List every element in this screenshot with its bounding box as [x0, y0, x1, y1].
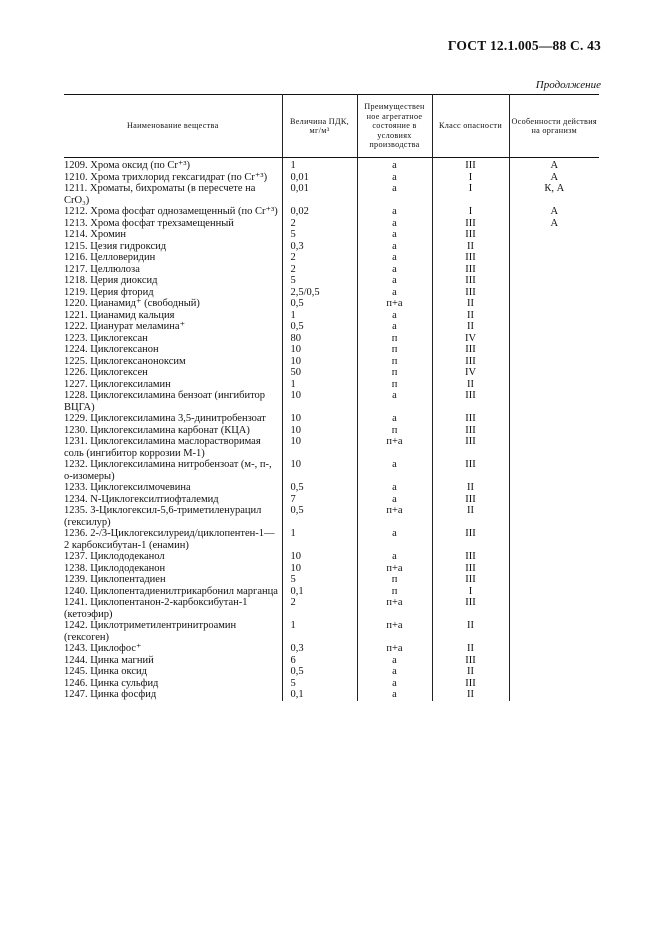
substance-name: 1231. Циклогексиламина маслорастворимая соль (ингибитор коррозии М-1) — [64, 436, 261, 459]
action-features: А — [509, 206, 599, 218]
action-features — [509, 563, 599, 575]
pdk-value: 0,5 — [282, 482, 357, 494]
table-row — [64, 563, 599, 575]
table-row — [64, 241, 599, 253]
action-features — [509, 597, 599, 620]
hazard-class: I — [432, 206, 509, 218]
aggregate-state: а — [357, 252, 432, 264]
hazard-class: III — [432, 264, 509, 276]
aggregate-state: а — [357, 321, 432, 333]
hazard-class: II — [432, 298, 509, 310]
aggregate-state: а — [357, 678, 432, 690]
hazard-class: II — [432, 666, 509, 678]
action-features — [509, 505, 599, 528]
action-features: К, А — [509, 183, 599, 206]
table-row — [64, 494, 599, 506]
action-features — [509, 310, 599, 322]
hazard-class: III — [432, 275, 509, 287]
action-features — [509, 241, 599, 253]
hazard-class: III — [432, 252, 509, 264]
substance-name: 1246. Цинка сульфид — [64, 677, 159, 689]
aggregate-state: п+а — [357, 505, 432, 528]
hazard-class: II — [432, 505, 509, 528]
action-features — [509, 287, 599, 299]
action-features — [509, 620, 599, 643]
aggregate-state: п — [357, 425, 432, 437]
hazard-class: III — [432, 528, 509, 551]
action-features — [509, 264, 599, 276]
table-row — [64, 367, 599, 379]
substance-name: 1237. Циклододеканол — [64, 551, 165, 562]
column-header-state: Преимуществен ное агрегатное состояние в условиях производства — [357, 95, 432, 158]
action-features: А — [509, 158, 599, 172]
aggregate-state: а — [357, 655, 432, 667]
table-row — [64, 344, 599, 356]
action-features: А — [509, 218, 599, 230]
action-features — [509, 494, 599, 506]
table-row — [64, 586, 599, 598]
table-row — [64, 597, 599, 620]
aggregate-state: а — [357, 287, 432, 299]
action-features — [509, 356, 599, 368]
aggregate-state: п — [357, 379, 432, 391]
aggregate-state: а — [357, 310, 432, 322]
substance-name: 1210. Хрома трихлорид гексагидрат (по Cr⁺³) — [64, 171, 268, 183]
action-features — [509, 413, 599, 425]
pdk-value: 0,02 — [282, 206, 357, 218]
action-features — [509, 321, 599, 333]
hazard-class: I — [432, 172, 509, 184]
hazard-class: II — [432, 379, 509, 391]
action-features — [509, 333, 599, 345]
table-row — [64, 666, 599, 678]
substances-table — [64, 94, 599, 701]
aggregate-state: п+а — [357, 563, 432, 575]
hazard-class: III — [432, 229, 509, 241]
aggregate-state: а — [357, 528, 432, 551]
aggregate-state: п — [357, 574, 432, 586]
table-row — [64, 413, 599, 425]
aggregate-state: п — [357, 333, 432, 345]
aggregate-state: п — [357, 344, 432, 356]
substance-name: 1243. Циклофос⁺ — [64, 643, 142, 654]
action-features — [509, 459, 599, 482]
aggregate-state: п — [357, 356, 432, 368]
hazard-class: II — [432, 643, 509, 655]
pdk-value: 1 — [282, 158, 357, 172]
table-row — [64, 218, 599, 230]
pdk-value: 2 — [282, 264, 357, 276]
table-row — [64, 655, 599, 667]
action-features — [509, 643, 599, 655]
pdk-value: 1 — [282, 620, 357, 643]
hazard-class: III — [432, 551, 509, 563]
pdk-value: 5 — [282, 678, 357, 690]
hazard-class: III — [432, 459, 509, 482]
hazard-class: IV — [432, 367, 509, 379]
table-row — [64, 264, 599, 276]
pdk-value: 1 — [282, 528, 357, 551]
substance-name: 1227. Циклогексиламин — [64, 378, 171, 390]
pdk-value: 6 — [282, 655, 357, 667]
hazard-class: II — [432, 689, 509, 701]
pdk-value: 2,5/0,5 — [282, 287, 357, 299]
aggregate-state: а — [357, 172, 432, 184]
aggregate-state: а — [357, 459, 432, 482]
aggregate-state: а — [357, 229, 432, 241]
aggregate-state: а — [357, 390, 432, 413]
column-header-pdk: Величина ПДК, мг/м³ — [282, 95, 357, 158]
substance-name: 1220. Цианамид⁺ (свободный) — [64, 298, 200, 309]
hazard-class: II — [432, 310, 509, 322]
substance-name: 1211. Хроматы, бихроматы (в пересчете на CrO₃) — [64, 183, 256, 206]
aggregate-state: а — [357, 551, 432, 563]
action-features — [509, 367, 599, 379]
column-header-name: Наименование вещества — [126, 121, 219, 131]
pdk-value: 10 — [282, 425, 357, 437]
table-row — [64, 436, 599, 459]
hazard-class: II — [432, 620, 509, 643]
table-row — [64, 252, 599, 264]
hazard-class: III — [432, 655, 509, 667]
pdk-value: 2 — [282, 597, 357, 620]
action-features — [509, 252, 599, 264]
table-row — [64, 390, 599, 413]
substance-name: 1225. Циклогексаноноксим — [64, 355, 186, 367]
substance-name: 1217. Целлюлоза — [64, 263, 140, 275]
table-row — [64, 206, 599, 218]
table-header — [64, 95, 599, 158]
pdk-value: 5 — [282, 574, 357, 586]
pdk-value: 0,1 — [282, 689, 357, 701]
action-features — [509, 436, 599, 459]
action-features — [509, 229, 599, 241]
substance-name: 1215. Цезия гидроксид — [64, 240, 167, 252]
substance-name: 1222. Цианурат меламина⁺ — [64, 321, 186, 332]
action-features — [509, 379, 599, 391]
table-row — [64, 229, 599, 241]
table-row — [64, 689, 599, 701]
hazard-class: I — [432, 586, 509, 598]
substance-name: 1234. N-Циклогексилтиофталемид — [64, 493, 219, 505]
hazard-class: III — [432, 218, 509, 230]
table-row — [64, 172, 599, 184]
table-row — [64, 425, 599, 437]
pdk-value: 2 — [282, 218, 357, 230]
action-features: А — [509, 172, 599, 184]
pdk-value: 10 — [282, 436, 357, 459]
hazard-class: III — [432, 436, 509, 459]
hazard-class: III — [432, 597, 509, 620]
aggregate-state: п — [357, 367, 432, 379]
substance-name: 1212. Хрома фосфат однозамещенный (по Cr⁺³) — [64, 206, 278, 217]
pdk-value: 10 — [282, 413, 357, 425]
action-features — [509, 586, 599, 598]
hazard-class: III — [432, 158, 509, 172]
hazard-class: II — [432, 482, 509, 494]
hazard-class: III — [432, 563, 509, 575]
aggregate-state: п+а — [357, 298, 432, 310]
aggregate-state: а — [357, 241, 432, 253]
substance-name: 1221. Цианамид кальция — [64, 309, 175, 321]
pdk-value: 1 — [282, 379, 357, 391]
substance-name: 1242. Циклотриметилентринитроамин (гексоген) — [64, 620, 237, 643]
aggregate-state: а — [357, 666, 432, 678]
action-features — [509, 528, 599, 551]
table-row — [64, 310, 599, 322]
substance-name: 1213. Хрома фосфат трехзамещенный — [64, 217, 234, 229]
pdk-value: 10 — [282, 459, 357, 482]
substance-name: 1232. Циклогексиламина нитробензоат (м-, п-, о-изомеры) — [64, 459, 272, 482]
substance-name: 1209. Хрома оксид (по Cr⁺³) — [64, 160, 191, 171]
substance-name: 1216. Целловеридин — [64, 252, 156, 263]
action-features — [509, 689, 599, 701]
hazard-class: III — [432, 678, 509, 690]
aggregate-state: а — [357, 413, 432, 425]
aggregate-state: а — [357, 158, 432, 172]
substance-name: 1245. Цинка оксид — [64, 666, 148, 677]
substance-name: 1214. Хромин — [64, 229, 127, 240]
substance-name: 1230. Циклогексиламина карбонат (КЦА) — [64, 424, 250, 436]
aggregate-state: а — [357, 264, 432, 276]
pdk-value: 0,3 — [282, 241, 357, 253]
table-row — [64, 333, 599, 345]
aggregate-state: а — [357, 218, 432, 230]
substance-name: 1235. 3-Циклогексил-5,6-триметиленурацил (гексилур) — [64, 505, 262, 528]
aggregate-state: п — [357, 586, 432, 598]
pdk-value: 5 — [282, 275, 357, 287]
hazard-class: III — [432, 494, 509, 506]
column-header-features: Особенности действия на организм — [509, 95, 599, 158]
column-header-class: Класс опасности — [432, 95, 509, 158]
table-row — [64, 287, 599, 299]
hazard-class: II — [432, 241, 509, 253]
aggregate-state: а — [357, 206, 432, 218]
substance-name: 1241. Циклопентанон-2-карбоксибутан-1 (кетоэфир) — [64, 597, 248, 620]
hazard-class: IV — [432, 333, 509, 345]
action-features — [509, 425, 599, 437]
pdk-value: 10 — [282, 563, 357, 575]
substance-name: 1218. Церия диоксид — [64, 275, 158, 286]
substance-name: 1233. Циклогексилмочевина — [64, 482, 191, 493]
pdk-value: 10 — [282, 390, 357, 413]
hazard-class: I — [432, 183, 509, 206]
hazard-class: II — [432, 321, 509, 333]
hazard-class: III — [432, 574, 509, 586]
hazard-class: III — [432, 356, 509, 368]
table-row — [64, 459, 599, 482]
pdk-value: 0,5 — [282, 666, 357, 678]
pdk-value: 5 — [282, 229, 357, 241]
hazard-class: III — [432, 390, 509, 413]
aggregate-state: а — [357, 275, 432, 287]
substance-name: 1240. Циклопентадиенилтрикарбонил марганца — [64, 585, 278, 597]
table-row — [64, 379, 599, 391]
pdk-value: 0,1 — [282, 586, 357, 598]
pdk-value: 0,3 — [282, 643, 357, 655]
substance-name: 1239. Циклопентадиен — [64, 574, 166, 585]
aggregate-state: п+а — [357, 436, 432, 459]
table-row — [64, 482, 599, 494]
action-features — [509, 551, 599, 563]
action-features — [509, 298, 599, 310]
page-title: ГОСТ 12.1.005—88 С. 43 — [447, 38, 601, 53]
pdk-value: 50 — [282, 367, 357, 379]
pdk-value: 10 — [282, 551, 357, 563]
table-row — [64, 356, 599, 368]
table-row — [64, 505, 599, 528]
table-row — [64, 183, 599, 206]
action-features — [509, 344, 599, 356]
substance-name: 1236. 2-/3-Циклогексилуреид/циклопентен-1—2 карбоксибутан-1 (енамин) — [64, 528, 275, 551]
substance-name: 1228. Циклогексиламина бензоат (ингибитор ВЦГА) — [64, 390, 266, 413]
pdk-value: 0,5 — [282, 505, 357, 528]
action-features — [509, 655, 599, 667]
pdk-value: 7 — [282, 494, 357, 506]
table-row — [64, 620, 599, 643]
table-row — [64, 574, 599, 586]
table-row — [64, 275, 599, 287]
substance-name: 1229. Циклогексиламина 3,5-динитробензоат — [64, 413, 266, 424]
pdk-value: 0,5 — [282, 321, 357, 333]
pdk-value: 1 — [282, 310, 357, 322]
hazard-class: III — [432, 287, 509, 299]
aggregate-state: а — [357, 482, 432, 494]
hazard-class: III — [432, 425, 509, 437]
substance-name: 1224. Циклогексанон — [64, 344, 159, 355]
action-features — [509, 275, 599, 287]
substance-name: 1238. Циклододеканон — [64, 562, 166, 574]
substance-name: 1219. Церия фторид — [64, 286, 154, 298]
continuation-label: Продолжение — [535, 79, 601, 91]
pdk-value: 80 — [282, 333, 357, 345]
aggregate-state: п+а — [357, 643, 432, 655]
substance-name: 1223. Циклогексан — [64, 332, 148, 344]
substance-name: 1244. Цинка магний — [64, 654, 154, 666]
pdk-value: 0,01 — [282, 183, 357, 206]
pdk-value: 10 — [282, 356, 357, 368]
action-features — [509, 666, 599, 678]
aggregate-state: п+а — [357, 597, 432, 620]
table-row — [64, 528, 599, 551]
pdk-value: 10 — [282, 344, 357, 356]
substance-name: 1226. Циклогексен — [64, 367, 148, 378]
hazard-class: III — [432, 413, 509, 425]
action-features — [509, 482, 599, 494]
substance-name: 1247. Цинка фосфид — [64, 689, 157, 700]
table-row — [64, 298, 599, 310]
table-row — [64, 321, 599, 333]
aggregate-state: а — [357, 494, 432, 506]
hazard-class: III — [432, 344, 509, 356]
action-features — [509, 678, 599, 690]
table-body — [64, 158, 599, 701]
pdk-value: 0,5 — [282, 298, 357, 310]
table-row — [64, 678, 599, 690]
table-row — [64, 158, 599, 172]
pdk-value: 0,01 — [282, 172, 357, 184]
action-features — [509, 390, 599, 413]
table-row — [64, 643, 599, 655]
aggregate-state: п+а — [357, 620, 432, 643]
aggregate-state: а — [357, 689, 432, 701]
table-row — [64, 551, 599, 563]
aggregate-state: а — [357, 183, 432, 206]
pdk-value: 2 — [282, 252, 357, 264]
action-features — [509, 574, 599, 586]
